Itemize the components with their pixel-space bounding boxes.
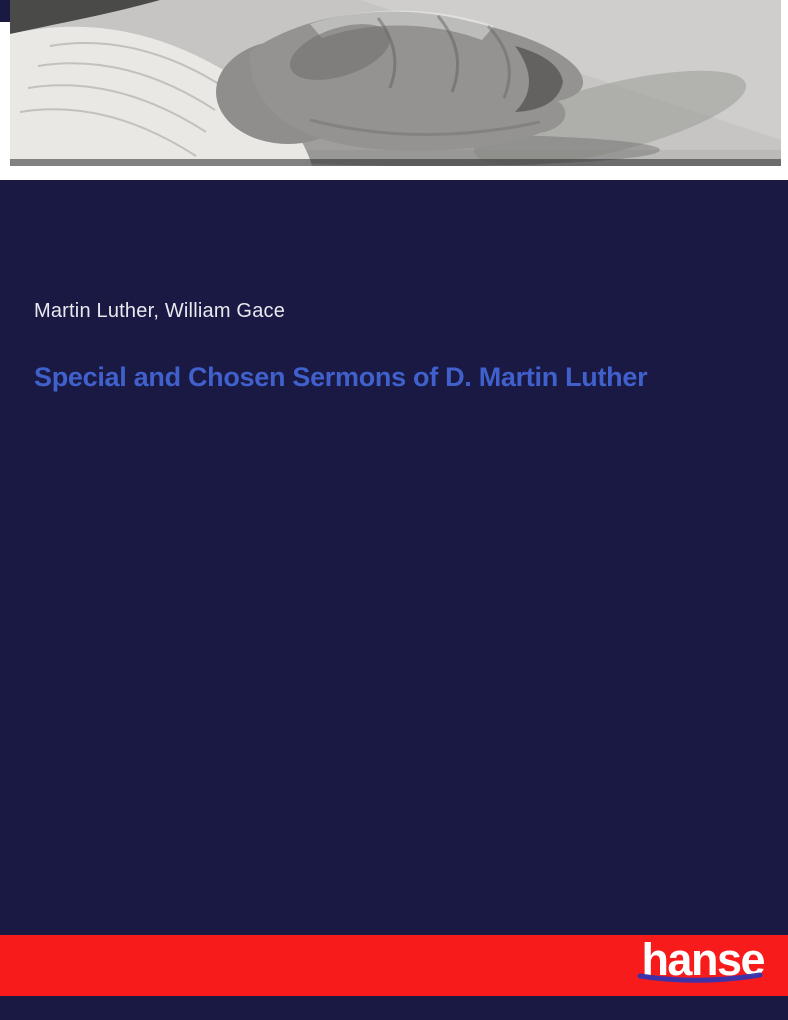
open-hand-illustration [10,0,781,166]
author-line: Martin Luther, William Gace [34,300,286,322]
photo-frame [0,0,788,180]
publisher-band [0,935,788,996]
publisher-logo-text: hanse [641,934,764,985]
bottom-strip [0,996,788,1020]
open-hand-photo [10,0,781,166]
publisher-logo [636,934,764,985]
corner-notch [0,0,10,22]
book-title: Special and Chosen Sermons of D. Martin Luther [34,362,648,392]
